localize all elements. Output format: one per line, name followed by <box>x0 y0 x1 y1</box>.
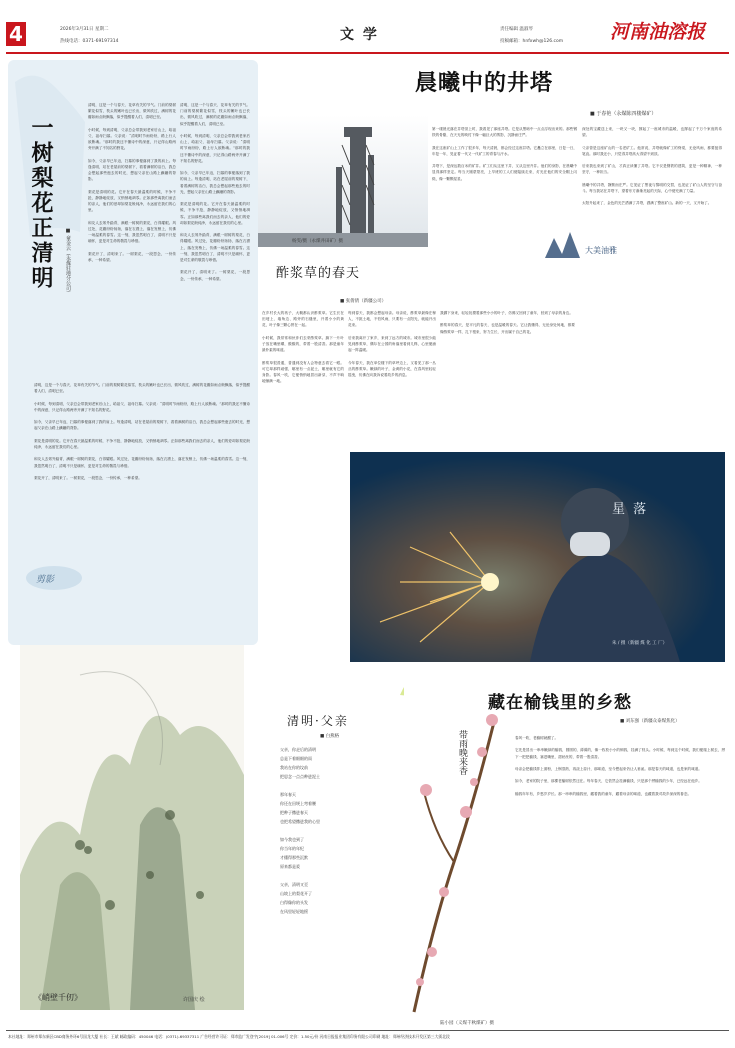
left-badge-text: 剪影 <box>36 575 55 585</box>
header-email: 投稿邮箱：hnfxwh@126.com <box>500 39 564 44</box>
qingming-poem-author: ■ 白燕格 <box>320 734 340 739</box>
footer-rule <box>6 1030 729 1031</box>
header-editor: 责任编辑 温淑琴 <box>500 27 533 32</box>
left-badge <box>24 558 84 598</box>
chun-article-body-middle: 每到春天，我都会想起母亲。母亲说，酢浆草最像庄稼人，不挑土地，不怕风雨，只要有一点阳光，就能开出花来。 后来我离开了家乡，来到了远方的城市。城市里很少能见到酢浆草，偶尔在公园的角落里看到几株，心里便涌起一阵温暖。 今年春天，我在单位楼下的草坪边上，又看见了那一丛丛的酢浆草。嫩绿的叶子，金黄的小花，在春风里轻轻摇曳，仿佛在向我诉说着故乡的消息。 <box>348 311 436 378</box>
chun-article-body-right: 我蹲下身来，轻轻抚摸着那些小小的叶子，仿佛又回到了童年，回到了母亲的身边。 酢浆草的春天，是平凡的春天，也是温暖的春天。它让我懂得，无论身处何地，都要像酢浆草一样，扎下根来，努力生长，开出属于自己的花。 <box>440 311 575 334</box>
left-article-body-2: 清明，这是一个与春天、花草有关的节气。门前的梨树繁花似雪，枝头的嫩叶也已长出，微风吹过，满树的花瓣如雨点般飘落，似乎提醒着人们，清明已至。 小时候，每到清明，父亲总会带我到老家后山上，给祖父、祖母扫墓。父亲说：“清明时节雨纷纷，路上行人欲断魂。”那时的我还不懂诗中的深意，只记得山路两旁开满了不知名的野花。 如今，父亲早已年迈，扫墓的事便落到了我的肩上。每逢清明，站在老屋前的梨树下，看着满树的洁白，我总会想起那些逝去的时光，想起父亲在山路上蹒跚的背影。 梨花是清明的花。它开在春天最温柔的时候，不争不抢，静静地绽放，又悄悄地凋零。正如那些离我们而去的亲人，他们的爱却如梨花般纯净，永远留在我们的心里。 和友人去郊外踏青，满眼一树树的梨花，白得耀眼。风过处，花瓣纷纷扬扬，落在衣襟上，落在发梢上，仿佛一场温柔的春雪。这一刻，我忽然明白了，清明不只是缅怀，更是对生命的敬畏与珍惜。 梨花开了，清明来了。一树梨花，一段思念，一份传承，一种希望。 <box>180 103 250 281</box>
welder-photo <box>350 452 725 662</box>
jing-article-body-left: 第一缕晨光落在井塔顶上时，我看见了那座井塔。它是从黑暗中一点点浮现出来的。那些钢铁的骨骼，在天光的映衬下像一幅巨大的剪影，沉静而庄严。 我在这座矿山上工作了很多年，每天清晨，都会经过这座井塔。它矗立在那里，日复一日，年复一年，见证着一代又一代矿工的青春与汗水。 井塔下，是深达数百米的矿井。矿工们从这里下井，又从这里升井。他们的身影，在晨曦中显得那样坚定。每当天刚蒙蒙亮，上早班的工人们便陆续走来，灯光在他们的安全帽上闪烁，像一颗颗星星。 <box>432 127 577 181</box>
left-article-title: 一树梨花正清明 <box>28 116 54 291</box>
welder-photo-caption: 朱 / 摄（新疆 煤 化 工 厂） <box>612 641 668 646</box>
section-title: 文 学 <box>340 27 379 43</box>
star-photo-title: 星 落 <box>612 502 649 517</box>
mine-tower-photo <box>258 115 428 247</box>
blossom-photo <box>404 662 514 1017</box>
cang-article-title: 藏在榆钱里的乡愁 <box>488 693 632 713</box>
header-phone: 热线电话：0371-69197314 <box>60 39 119 44</box>
header-rule <box>6 52 729 54</box>
jing-article-author: ■ 于春艳（永煤陈四楼煤矿） <box>590 111 657 117</box>
masthead-logo <box>608 18 724 44</box>
tower-photo-caption: 杨雯/摄（永煤井田矿）摄 <box>292 239 344 244</box>
cang-article-author: ■ 刘东强（新疆众泰煤焦化） <box>620 719 680 724</box>
mountain-caption: 《峭壁千仞》 <box>34 993 82 1002</box>
cang-article-body: 春风一吹，老榆树就醒了。 它先是冒出一串串嫩绿的榆钱，圆圆的，薄薄的，像一枚枚小小的铜钱，挂满了枝头。小时候，每到这个时候，我们便爬上树去，捋下一把把榆钱，塞进嘴里，甜丝丝的，带着一股清香。 母亲会把榆钱拌上面粉，上锅蒸熟，再浇上蒜汁，那味道，至今想起来仍让人垂涎。那是春天的味道，也是家的味道。 如今，老家的院子里，那棵老榆树依然还在。每年春天，它依然会挂满榆钱，只是那个捋榆钱的少年，已经远在他乡。 榆钱年年有，乡愁岁岁长。那一串串的榆钱里，藏着我的童年，藏着母亲的味道，也藏着我对故乡深深的眷恋。 <box>515 736 725 796</box>
chun-article-body-left: 在乡村长大的孩子，大概都认识酢浆草。它生长在田埂上、墙角边、路旁的石缝里，开着小小的黄花，叶子像三颗心拼在一起。 小时候，我常常和伙伴们去采酢浆草。摘下一片叶子放在嘴里嚼，酸酸的，带着一股清香。那是童年最朴素的味道。 酢浆草很普通，普通到没有人会特意去看它一眼。可它却那样顽强，哪里有一点泥土，哪里就有它的身影。春风一吹，它便悄悄地冒出新芽，不声不响地铺满一地。 <box>262 311 344 384</box>
page-number: 4 <box>6 22 26 46</box>
chun-article-author: ■ 张倩倩（新疆公司） <box>340 299 387 304</box>
mountain-painter: 许国庆 绘 <box>183 997 205 1003</box>
qingming-poem-title: 清明·父亲 <box>287 714 349 728</box>
blossom-photo-caption: 陆小园（义煤千秋煤矿）摄 <box>440 1021 494 1026</box>
jiangnan-badge: 大美油雅 <box>585 246 617 255</box>
left-article-body-3: 清明，这是一个与春天、花草有关的节气。门前的梨树繁花似雪，枝头的嫩叶也已长出，微风吹过，满树的花瓣如雨点般飘落，似乎提醒着人们，清明已至。 小时候，每到清明，父亲总会带我到老家后山上，给祖父、祖母扫墓。父亲说：“清明时节雨纷纷，路上行人欲断魂。”那时的我还不懂诗中的深意，只记得山路两旁开满了不知名的野花。 如今，父亲早已年迈，扫墓的事便落到了我的肩上。每逢清明，站在老屋前的梨树下，看着满树的洁白，我总会想起那些逝去的时光，想起父亲在山路上蹒跚的背影。 梨花是清明的花。它开在春天最温柔的时候，不争不抢，静静地绽放，又悄悄地凋零。正如那些离我们而去的亲人，他们的爱却如梨花般纯净，永远留在我们的心里。 和友人去郊外踏青，满眼一树树的梨花，白得耀眼。风过处，花瓣纷纷扬扬，落在衣襟上，落在发梢上，仿佛一场温柔的春雪。这一刻，我忽然明白了，清明不只是缅怀，更是对生命的敬畏与珍惜。 梨花开了，清明来了。一树梨花，一段思念，一份传承，一种希望。 <box>34 383 250 481</box>
qingming-poem-body: 父亲，你走后的清明 总是下着细细的雨 我站在你的坟前 把思念一点点种进泥土 那年春天 你还在田埂上弯着腰 把种子撒进春天 也把希望撒进我的心里 如今我也到了 你当年的年纪 才懂得那些沉默 原来都是爱 父亲，清明又至 山坡上的梨花开了 白得像你的头发 在风里轻轻地摇 <box>280 747 320 914</box>
jing-article-body-right: 深处的宝藏送上来，一块又一块，撑起了一座城市的温暖，也撑起了千万个家庭的希望。 父亲曾是这座矿山的一名老矿工。他常说，井塔就像矿工的脊梁，无论风雨，都要挺得笔直。那时我还小，只觉得井塔高大得望不到顶。 后来我也来到了矿山，才真正读懂了井塔。它不仅是钢铁的建筑，更是一种精神，一种坚守，一种担当。 晨曦中的井塔，静默而庄严。它见证了黑夜与黎明的交替，也见证了矿山人的坚守与奋斗。每当我站在井塔下，望着东方渐渐亮起的天际，心中便充满了力量。 太阳升起来了，金色的光芒洒满了井塔，洒满了整座矿山。新的一天，又开始了。 <box>582 127 722 206</box>
masthead-text: 河南油溶报 <box>610 21 706 43</box>
jiangnan-badge-art <box>540 224 590 264</box>
left-article-body-1: 清明，这是一个与春天、花草有关的节气。门前的梨树繁花似雪，枝头的嫩叶也已长出，微风吹过，满树的花瓣如雨点般飘落，似乎提醒着人们，清明已至。 小时候，每到清明，父亲总会带我到老家后山上，给祖父、祖母扫墓。父亲说：“清明时节雨纷纷，路上行人欲断魂。”那时的我还不懂诗中的深意，只记得山路两旁开满了不知名的野花。 如今，父亲早已年迈，扫墓的事便落到了我的肩上。每逢清明，站在老屋前的梨树下，看着满树的洁白，我总会想起那些逝去的时光，想起父亲在山路上蹒跚的背影。 梨花是清明的花。它开在春天最温柔的时候，不争不抢，静静地绽放，又悄悄地凋零。正如那些离我们而去的亲人，他们的爱却如梨花般纯净，永远留在我们的心里。 和友人去郊外踏青，满眼一树树的梨花，白得耀眼。风过处，花瓣纷纷扬扬，落在衣襟上，落在发梢上，仿佛一场温柔的春雪。这一刻，我忽然明白了，清明不只是缅怀，更是对生命的敬畏与珍惜。 梨花开了，清明来了。一树梨花，一段思念，一份传承，一种希望。 <box>88 103 176 263</box>
chun-article-title: 酢浆草的春天 <box>276 266 361 281</box>
blossom-vertical-title: 带雨晚来香 <box>457 730 467 775</box>
left-article-author: ■ 童金云（永煤驻地分公司） <box>65 228 71 296</box>
jing-article-title: 晨曦中的井塔 <box>415 70 554 96</box>
footer-info: 本社地址：郑州市郑东新区CBD商务外环6号国龙大厦 社长：王斌 邮政编码：450046 电话：(0371)-69337311 广告经营许可证：郑市监广发登字[2019] 01-006号 定价：1.50元/份 河南日报报业集团印务有限公司印刷 地址：郑州经济技术开发区第三大街北段 <box>8 1034 450 1039</box>
header-date: 2026年3月31日 星期二 <box>60 27 109 32</box>
mountain-painting <box>20 645 244 1010</box>
